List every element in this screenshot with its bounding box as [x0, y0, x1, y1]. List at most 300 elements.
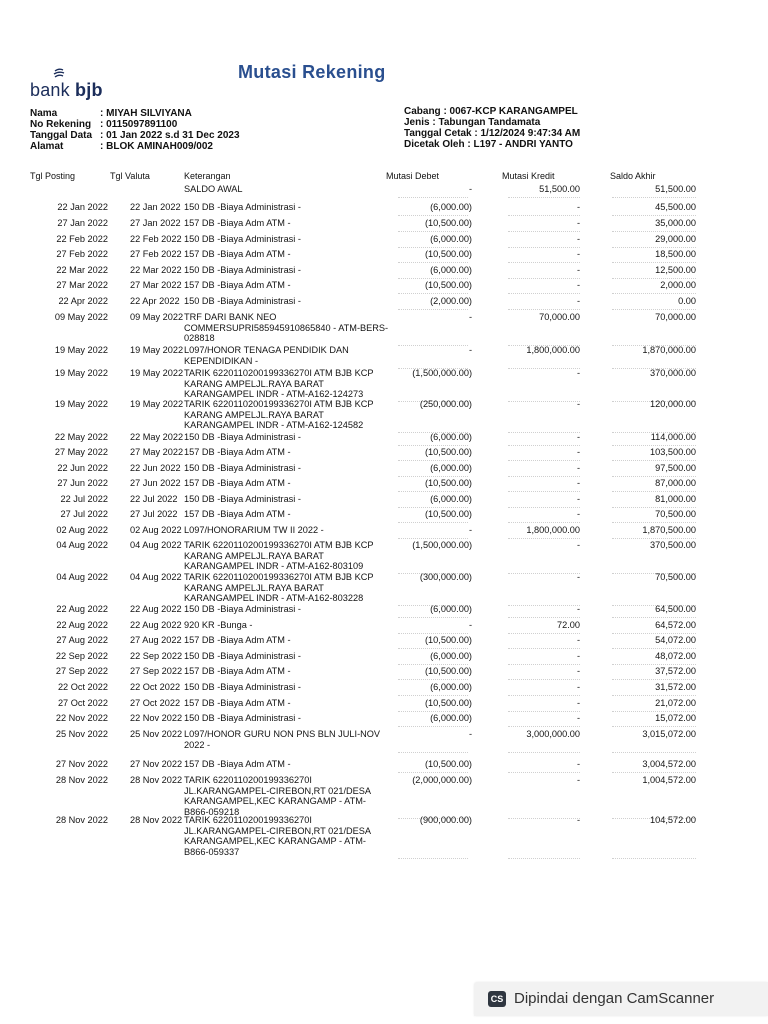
- posting-date-cell: 19 May 2022: [54, 345, 108, 355]
- debit-cell: (10,500.00): [425, 249, 472, 259]
- value-date-cell: 19 May 2022: [130, 399, 184, 409]
- table-row: [0, 463, 768, 475]
- description-cell: 157 DB -Biaya Adm ATM -: [184, 666, 291, 676]
- description-cell: 157 DB -Biaya Adm ATM -: [184, 280, 291, 290]
- credit-cell: 1,800,000.00: [526, 345, 580, 355]
- table-row: [0, 682, 768, 694]
- row-guide-line: [612, 491, 696, 492]
- row-guide-line: [508, 772, 580, 773]
- balance-cell: 54,072.00: [655, 635, 696, 645]
- row-guide-line: [508, 752, 580, 753]
- table-row: [0, 775, 768, 817]
- bank-logo-mark-icon: [52, 68, 66, 80]
- description-cell: 157 DB -Biaya Adm ATM -: [184, 447, 291, 457]
- row-guide-line: [398, 538, 468, 539]
- row-guide-line: [508, 215, 580, 216]
- table-row: [0, 604, 768, 616]
- debit-cell: (300,000.00): [419, 572, 472, 582]
- description-cell: SALDO AWAL: [184, 184, 243, 194]
- balance-cell: 45,500.00: [655, 202, 696, 212]
- posting-date-cell: 22 Mar 2022: [56, 265, 108, 275]
- posting-date-cell: 04 Aug 2022: [56, 540, 108, 550]
- balance-cell: 3,015,072.00: [642, 729, 696, 739]
- row-guide-line: [398, 664, 468, 665]
- value-date-cell: 27 Nov 2022: [130, 759, 183, 769]
- col-posting-date: Tgl Posting: [30, 171, 76, 181]
- table-row: [0, 759, 768, 771]
- balance-cell: 1,870,000.00: [642, 345, 696, 355]
- row-guide-line: [398, 476, 468, 477]
- balance-cell: 2,000.00: [660, 280, 696, 290]
- posting-date-cell: 27 Aug 2022: [56, 635, 108, 645]
- debit-cell: (10,500.00): [425, 698, 472, 708]
- debit-cell: -: [468, 184, 472, 194]
- account-name-row: Nama : MIYAH SILVIYANA: [30, 108, 192, 119]
- description-cell: 157 DB -Biaya Adm ATM -: [184, 635, 291, 645]
- credit-cell: -: [576, 572, 580, 582]
- table-row: [0, 447, 768, 459]
- debit-cell: (10,500.00): [425, 218, 472, 228]
- description-cell: 150 DB -Biaya Administrasi -: [184, 494, 301, 504]
- table-row: [0, 218, 768, 230]
- credit-cell: -: [576, 280, 580, 290]
- debit-cell: (6,000.00): [430, 202, 472, 212]
- debit-cell: (6,000.00): [430, 234, 472, 244]
- credit-cell: -: [576, 368, 580, 378]
- value-date-cell: 22 Oct 2022: [130, 682, 181, 692]
- balance-cell: 70,500.00: [655, 509, 696, 519]
- description-cell: TARIK 6220110200199336270I ATM BJB KCP KARANG AMPELJL.RAYA BARAT KARANGAMPEL INDR - ATM-A162-803109: [184, 540, 374, 571]
- row-guide-line: [612, 476, 696, 477]
- debit-cell: (6,000.00): [430, 463, 472, 473]
- balance-cell: 97,500.00: [655, 463, 696, 473]
- col-description: Keterangan: [184, 171, 231, 181]
- balance-cell: 104,572.00: [650, 815, 696, 825]
- credit-cell: -: [576, 265, 580, 275]
- row-guide-line: [398, 231, 468, 232]
- row-guide-line: [398, 726, 468, 727]
- table-row: [0, 432, 768, 444]
- value-date-cell: 27 Jul 2022: [130, 509, 178, 519]
- posting-date-cell: 27 Jul 2022: [60, 509, 108, 519]
- balance-cell: 18,500.00: [655, 249, 696, 259]
- row-guide-line: [508, 293, 580, 294]
- credit-cell: -: [576, 635, 580, 645]
- row-guide-line: [508, 247, 580, 248]
- debit-cell: -: [468, 729, 472, 739]
- value-date-cell: 02 Aug 2022: [130, 525, 182, 535]
- posting-date-cell: 22 Jun 2022: [57, 463, 108, 473]
- table-row: [0, 651, 768, 663]
- row-guide-line: [612, 247, 696, 248]
- credit-cell: -: [576, 296, 580, 306]
- value-date-cell: 09 May 2022: [130, 312, 184, 322]
- table-row: [0, 249, 768, 261]
- description-cell: 150 DB -Biaya Administrasi -: [184, 463, 301, 473]
- debit-cell: (6,000.00): [430, 265, 472, 275]
- debit-cell: (250,000.00): [419, 399, 472, 409]
- description-cell: TARIK 6220110200199336270I ATM BJB KCP KARANG AMPELJL.RAYA BARAT KARANGAMPEL INDR - ATM-A162-124273: [184, 368, 374, 399]
- balance-cell: 70,500.00: [655, 572, 696, 582]
- debit-cell: (6,000.00): [430, 604, 472, 614]
- balance-cell: 51,500.00: [655, 184, 696, 194]
- balance-cell: 35,000.00: [655, 218, 696, 228]
- debit-cell: (1,500,000.00): [412, 540, 472, 550]
- description-cell: 157 DB -Biaya Adm ATM -: [184, 698, 291, 708]
- page-title: Mutasi Rekening: [238, 62, 386, 82]
- row-guide-line: [612, 215, 696, 216]
- debit-cell: (10,500.00): [425, 635, 472, 645]
- balance-cell: 81,000.00: [655, 494, 696, 504]
- table-row: [0, 280, 768, 292]
- account-info-left: [30, 108, 240, 152]
- debit-cell: (10,500.00): [425, 478, 472, 488]
- debit-cell: (6,000.00): [430, 651, 472, 661]
- debit-cell: (6,000.00): [430, 432, 472, 442]
- table-header: [0, 171, 768, 185]
- posting-date-cell: 22 Oct 2022: [57, 682, 108, 692]
- row-guide-line: [508, 695, 580, 696]
- credit-cell: 72.00: [557, 620, 580, 630]
- row-guide-line: [508, 711, 580, 712]
- posting-date-cell: 27 Nov 2022: [55, 759, 108, 769]
- row-guide-line: [612, 507, 696, 508]
- description-cell: 150 DB -Biaya Administrasi -: [184, 432, 301, 442]
- posting-date-cell: 19 May 2022: [54, 399, 108, 409]
- balance-cell: 0.00: [678, 296, 696, 306]
- posting-date-cell: 04 Aug 2022: [56, 572, 108, 582]
- table-row: [0, 509, 768, 521]
- row-guide-line: [612, 293, 696, 294]
- credit-cell: -: [576, 815, 580, 825]
- debit-cell: (10,500.00): [425, 759, 472, 769]
- row-guide-line: [612, 445, 696, 446]
- description-cell: L097/HONORARIUM TW II 2022 -: [184, 525, 324, 535]
- row-guide-line: [508, 278, 580, 279]
- description-cell: L097/HONOR TENAGA PENDIDIK DAN KEPENDIDIKAN -: [184, 345, 349, 366]
- description-cell: 157 DB -Biaya Adm ATM -: [184, 759, 291, 769]
- credit-cell: -: [576, 478, 580, 488]
- credit-cell: 51,500.00: [539, 184, 580, 194]
- posting-date-cell: 27 Feb 2022: [56, 249, 108, 259]
- credit-cell: -: [576, 651, 580, 661]
- row-guide-line: [508, 476, 580, 477]
- row-guide-line: [398, 522, 468, 523]
- debit-cell: (10,500.00): [425, 280, 472, 290]
- value-date-cell: 27 Jun 2022: [130, 478, 181, 488]
- description-cell: L097/HONOR GURU NON PNS BLN JULI-NOV 2022 -: [184, 729, 381, 750]
- description-cell: 157 DB -Biaya Adm ATM -: [184, 218, 291, 228]
- value-date-cell: 04 Aug 2022: [130, 540, 182, 550]
- description-cell: TRF DARI BANK NEO COMMERSUPRI585945910865840 - ATM-BERS-028818: [184, 312, 389, 343]
- credit-cell: -: [576, 682, 580, 692]
- row-guide-line: [612, 711, 696, 712]
- posting-date-cell: 27 Jun 2022: [57, 478, 108, 488]
- row-guide-line: [508, 858, 580, 859]
- value-date-cell: 27 Aug 2022: [130, 635, 182, 645]
- table-row: [0, 296, 768, 308]
- row-guide-line: [612, 633, 696, 634]
- value-date-cell: 22 Aug 2022: [130, 604, 182, 614]
- credit-cell: -: [576, 463, 580, 473]
- col-debit: Mutasi Debet: [386, 171, 440, 181]
- row-guide-line: [612, 695, 696, 696]
- value-date-cell: 27 Oct 2022: [130, 698, 181, 708]
- credit-cell: -: [576, 509, 580, 519]
- value-date-cell: 19 May 2022: [130, 345, 184, 355]
- row-guide-line: [612, 262, 696, 263]
- table-row: [0, 815, 768, 857]
- posting-date-cell: 22 Jan 2022: [57, 202, 108, 212]
- row-guide-line: [398, 772, 468, 773]
- description-cell: 150 DB -Biaya Administrasi -: [184, 234, 301, 244]
- row-guide-line: [508, 231, 580, 232]
- debit-cell: (10,500.00): [425, 666, 472, 676]
- description-cell: 150 DB -Biaya Administrasi -: [184, 682, 301, 692]
- row-guide-line: [612, 726, 696, 727]
- value-date-cell: 27 Jan 2022: [130, 218, 181, 228]
- row-guide-line: [508, 491, 580, 492]
- bank-logo-wordmark: bank bjb: [30, 80, 103, 100]
- description-cell: 150 DB -Biaya Administrasi -: [184, 651, 301, 661]
- balance-cell: 64,572.00: [655, 620, 696, 630]
- row-guide-line: [398, 491, 468, 492]
- balance-cell: 114,000.00: [650, 432, 696, 442]
- row-guide-line: [612, 231, 696, 232]
- posting-date-cell: 27 Mar 2022: [56, 280, 108, 290]
- value-date-cell: 28 Nov 2022: [130, 775, 183, 785]
- posting-date-cell: 22 May 2022: [54, 432, 108, 442]
- description-cell: 150 DB -Biaya Administrasi -: [184, 202, 301, 212]
- description-cell: 157 DB -Biaya Adm ATM -: [184, 478, 291, 488]
- data-period-row: Tanggal Data : 01 Jan 2022 s.d 31 Dec 2023: [30, 130, 240, 141]
- description-cell: TARIK 6220110200199336270I JL.KARANGAMPEL-CIREBON,RT 021/DESA KARANGAMPEL,KEC KARANGAMP - ATM-B866-059218: [184, 775, 371, 817]
- debit-cell: (6,000.00): [430, 494, 472, 504]
- value-date-cell: 22 Jul 2022: [130, 494, 178, 504]
- table-row: [0, 620, 768, 632]
- table-row: [0, 525, 768, 537]
- credit-cell: -: [576, 249, 580, 259]
- balance-cell: 31,572.00: [655, 682, 696, 692]
- row-guide-line: [612, 617, 696, 618]
- posting-date-cell: 27 Sep 2022: [55, 666, 108, 676]
- credit-cell: -: [576, 540, 580, 550]
- description-cell: 157 DB -Biaya Adm ATM -: [184, 249, 291, 259]
- row-guide-line: [508, 648, 580, 649]
- value-date-cell: 22 Feb 2022: [130, 234, 182, 244]
- account-type-row: Jenis : Tabungan Tandamata: [404, 117, 541, 128]
- balance-cell: 1,004,572.00: [642, 775, 696, 785]
- value-date-cell: 22 Sep 2022: [130, 651, 183, 661]
- row-guide-line: [508, 197, 580, 198]
- table-row: [0, 540, 768, 572]
- table-row: [0, 399, 768, 431]
- balance-cell: 70,000.00: [655, 312, 696, 322]
- posting-date-cell: 22 Apr 2022: [58, 296, 108, 306]
- credit-cell: -: [576, 432, 580, 442]
- row-guide-line: [508, 460, 580, 461]
- credit-cell: -: [576, 234, 580, 244]
- balance-cell: 370,000.00: [650, 368, 696, 378]
- debit-cell: (1,500,000.00): [412, 368, 472, 378]
- row-guide-line: [398, 752, 468, 753]
- row-guide-line: [612, 858, 696, 859]
- value-date-cell: 27 Feb 2022: [130, 249, 182, 259]
- posting-date-cell: 22 Sep 2022: [55, 651, 108, 661]
- posting-date-cell: 22 Jul 2022: [60, 494, 108, 504]
- balance-cell: 15,072.00: [655, 713, 696, 723]
- table-row: [0, 666, 768, 678]
- camscanner-icon: CS: [488, 991, 506, 1007]
- debit-cell: -: [468, 620, 472, 630]
- row-guide-line: [612, 772, 696, 773]
- credit-cell: -: [576, 218, 580, 228]
- row-guide-line: [612, 752, 696, 753]
- value-date-cell: 22 Mar 2022: [130, 265, 182, 275]
- table-row: [0, 184, 768, 196]
- value-date-cell: 22 Apr 2022: [130, 296, 180, 306]
- balance-cell: 12,500.00: [655, 265, 696, 275]
- row-guide-line: [398, 445, 468, 446]
- description-cell: 920 KR -Bunga -: [184, 620, 253, 630]
- value-date-cell: 22 May 2022: [130, 432, 184, 442]
- table-row: [0, 368, 768, 400]
- description-cell: TARIK 6220110200199336270I ATM BJB KCP KARANG AMPELJL.RAYA BARAT KARANGAMPEL INDR - ATM-A162-803228: [184, 572, 374, 603]
- table-row: [0, 312, 768, 344]
- value-date-cell: 28 Nov 2022: [130, 815, 183, 825]
- posting-date-cell: 27 Oct 2022: [57, 698, 108, 708]
- balance-cell: 103,500.00: [650, 447, 696, 457]
- address-row: Alamat : BLOK AMINAH009/002: [30, 141, 213, 152]
- account-info-right: [404, 106, 580, 150]
- row-guide-line: [508, 617, 580, 618]
- value-date-cell: 27 Sep 2022: [130, 666, 183, 676]
- row-guide-line: [398, 711, 468, 712]
- row-guide-line: [612, 538, 696, 539]
- balance-cell: 29,000.00: [655, 234, 696, 244]
- debit-cell: (6,000.00): [430, 682, 472, 692]
- row-guide-line: [612, 679, 696, 680]
- value-date-cell: 27 May 2022: [130, 447, 184, 457]
- credit-cell: 70,000.00: [539, 312, 580, 322]
- value-date-cell: 22 Jan 2022: [130, 202, 181, 212]
- row-guide-line: [508, 679, 580, 680]
- row-guide-line: [398, 460, 468, 461]
- credit-cell: -: [576, 202, 580, 212]
- row-guide-line: [398, 679, 468, 680]
- balance-cell: 1,870,500.00: [642, 525, 696, 535]
- balance-cell: 370,500.00: [650, 540, 696, 550]
- row-guide-line: [398, 197, 468, 198]
- description-cell: 150 DB -Biaya Administrasi -: [184, 713, 301, 723]
- row-guide-line: [612, 197, 696, 198]
- debit-cell: (6,000.00): [430, 713, 472, 723]
- account-number-row: No Rekening : 0115097891100: [30, 119, 178, 130]
- credit-cell: -: [576, 604, 580, 614]
- value-date-cell: 22 Nov 2022: [130, 713, 183, 723]
- value-date-cell: 22 Jun 2022: [130, 463, 181, 473]
- row-guide-line: [612, 648, 696, 649]
- row-guide-line: [398, 293, 468, 294]
- row-guide-line: [612, 309, 696, 310]
- row-guide-line: [508, 633, 580, 634]
- branch-row: Cabang : 0067-KCP KARANGAMPEL: [404, 106, 578, 117]
- row-guide-line: [398, 215, 468, 216]
- posting-date-cell: 09 May 2022: [54, 312, 108, 322]
- debit-cell: (2,000.00): [430, 296, 472, 306]
- balance-cell: 120,000.00: [650, 399, 696, 409]
- posting-date-cell: 28 Nov 2022: [55, 815, 108, 825]
- table-row: [0, 572, 768, 604]
- row-guide-line: [398, 648, 468, 649]
- row-guide-line: [398, 278, 468, 279]
- debit-cell: -: [468, 345, 472, 355]
- col-credit: Mutasi Kredit: [502, 171, 555, 181]
- balance-cell: 48,072.00: [655, 651, 696, 661]
- row-guide-line: [508, 262, 580, 263]
- row-guide-line: [508, 726, 580, 727]
- table-row: [0, 713, 768, 725]
- row-guide-line: [508, 522, 580, 523]
- credit-cell: -: [576, 447, 580, 457]
- value-date-cell: 25 Nov 2022: [130, 729, 183, 739]
- credit-cell: -: [576, 666, 580, 676]
- balance-cell: 37,572.00: [655, 666, 696, 676]
- posting-date-cell: 02 Aug 2022: [56, 525, 108, 535]
- row-guide-line: [508, 664, 580, 665]
- table-row: [0, 729, 768, 751]
- camscanner-text: Dipindai dengan CamScanner: [514, 990, 715, 1007]
- value-date-cell: 19 May 2022: [130, 368, 184, 378]
- row-guide-line: [508, 538, 580, 539]
- credit-cell: -: [576, 775, 580, 785]
- print-date-row: Tanggal Cetak : 1/12/2024 9:47:34 AM: [404, 128, 581, 139]
- row-guide-line: [398, 633, 468, 634]
- printed-by-row: Dicetak Oleh : L197 - ANDRI YANTO: [404, 139, 573, 150]
- credit-cell: -: [576, 759, 580, 769]
- col-value-date: Tgl Valuta: [110, 171, 150, 181]
- row-guide-line: [398, 695, 468, 696]
- balance-cell: 21,072.00: [655, 698, 696, 708]
- table-row: [0, 345, 768, 367]
- debit-cell: (10,500.00): [425, 509, 472, 519]
- posting-date-cell: 28 Nov 2022: [55, 775, 108, 785]
- posting-date-cell: 25 Nov 2022: [55, 729, 108, 739]
- row-guide-line: [398, 309, 468, 310]
- debit-cell: -: [468, 525, 472, 535]
- credit-cell: -: [576, 494, 580, 504]
- credit-cell: -: [576, 399, 580, 409]
- posting-date-cell: 27 Jan 2022: [57, 218, 108, 228]
- table-row: [0, 234, 768, 246]
- bank-bjb-logo: [30, 68, 140, 102]
- debit-cell: (10,500.00): [425, 447, 472, 457]
- row-guide-line: [508, 445, 580, 446]
- row-guide-line: [398, 247, 468, 248]
- posting-date-cell: 22 Nov 2022: [55, 713, 108, 723]
- table-row: [0, 698, 768, 710]
- balance-cell: 64,500.00: [655, 604, 696, 614]
- row-guide-line: [508, 309, 580, 310]
- row-guide-line: [398, 858, 468, 859]
- row-guide-line: [398, 617, 468, 618]
- posting-date-cell: 22 Feb 2022: [56, 234, 108, 244]
- description-cell: TARIK 6220110200199336270I JL.KARANGAMPEL-CIREBON,RT 021/DESA KARANGAMPEL,KEC KARANGAMP - ATM-B866-059337: [184, 815, 371, 857]
- col-balance: Saldo Akhir: [610, 171, 656, 181]
- debit-cell: (900,000.00): [419, 815, 472, 825]
- posting-date-cell: 22 Aug 2022: [56, 620, 108, 630]
- posting-date-cell: 19 May 2022: [54, 368, 108, 378]
